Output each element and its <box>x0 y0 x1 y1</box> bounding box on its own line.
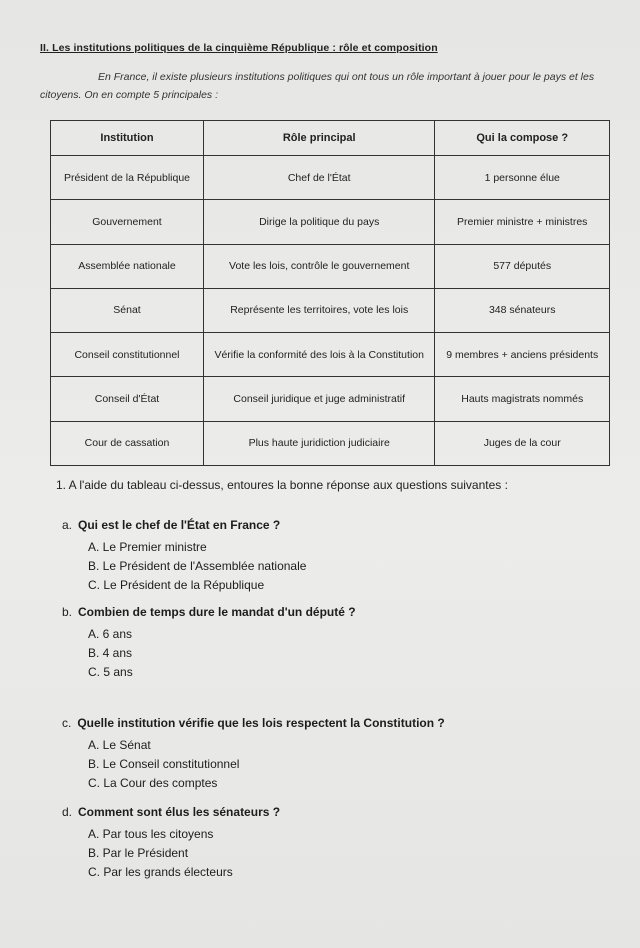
intro-paragraph: En France, il existe plusieurs institutions politiques qui ont tous un rôle important à jouer pour le pays et les citoyens. On en compte 5 principales : <box>40 71 595 101</box>
question-text <box>62 518 306 532</box>
cell-institution: Sénat <box>51 288 204 332</box>
cell-composition: 577 députés <box>435 244 610 288</box>
question-letter: c. <box>62 716 72 730</box>
cell-role: Dirige la politique du pays <box>203 200 434 244</box>
table-row <box>51 377 610 421</box>
cell-composition: 1 personne élue <box>435 156 610 200</box>
question-prompt: Quelle institution vérifie que les lois respectent la Constitution ? <box>77 716 445 730</box>
question-d <box>62 805 280 882</box>
question-text <box>62 716 445 730</box>
cell-composition: Hauts magistrats nommés <box>435 377 610 421</box>
cell-institution: Assemblée nationale <box>51 244 204 288</box>
cell-institution: Conseil d'État <box>51 377 204 421</box>
cell-institution: Président de la République <box>51 156 204 200</box>
answer-option[interactable]: C. 5 ans <box>88 665 133 679</box>
question-b <box>62 605 356 682</box>
table-row <box>51 333 610 377</box>
answer-option[interactable]: B. Le Conseil constitutionnel <box>88 757 240 771</box>
question-prompt: Qui est le chef de l'État en France ? <box>78 518 281 532</box>
header-institution: Institution <box>51 121 204 156</box>
header-composition: Qui la compose ? <box>435 121 610 156</box>
answer-option[interactable]: C. Le Président de la République <box>88 578 265 592</box>
question-text <box>62 805 280 819</box>
cell-composition: Premier ministre + ministres <box>435 200 610 244</box>
question-c <box>62 716 445 793</box>
answer-option[interactable]: B. Par le Président <box>88 846 189 860</box>
answer-option[interactable]: C. La Cour des comptes <box>88 776 218 790</box>
cell-role: Plus haute juridiction judiciaire <box>203 421 434 465</box>
answer-option[interactable]: A. Le Premier ministre <box>88 540 207 554</box>
answer-option[interactable]: A. Par tous les citoyens <box>88 827 214 841</box>
answer-option[interactable]: B. 4 ans <box>88 646 133 660</box>
question-letter: a. <box>62 518 73 532</box>
table-header-row <box>51 121 610 156</box>
cell-role: Chef de l'État <box>203 156 434 200</box>
answer-option[interactable]: C. Par les grands électeurs <box>88 865 233 879</box>
question-prompt: Comment sont élus les sénateurs ? <box>78 805 281 819</box>
answer-option[interactable]: A. Le Sénat <box>88 738 151 752</box>
institutions-table <box>50 120 610 466</box>
table-row <box>51 421 610 465</box>
cell-role: Représente les territoires, vote les lois <box>203 288 434 332</box>
cell-composition: 348 sénateurs <box>435 288 610 332</box>
cell-role: Vérifie la conformité des lois à la Constitution <box>203 333 434 377</box>
cell-composition: 9 membres + anciens présidents <box>435 333 610 377</box>
section-title: II. Les institutions politiques de la cinquième République : rôle et composition <box>40 42 438 54</box>
cell-institution: Gouvernement <box>51 200 204 244</box>
answer-option[interactable]: B. Le Président de l'Assemblée nationale <box>88 559 307 573</box>
question-a <box>62 518 306 595</box>
header-role: Rôle principal <box>203 121 434 156</box>
table-row <box>51 156 610 200</box>
table-row <box>51 200 610 244</box>
question-prompt: Combien de temps dure le mandat d'un député ? <box>78 605 356 619</box>
answer-option[interactable]: A. 6 ans <box>88 627 133 641</box>
question-text <box>62 605 356 619</box>
cell-composition: Juges de la cour <box>435 421 610 465</box>
cell-role: Conseil juridique et juge administratif <box>203 377 434 421</box>
cell-institution: Cour de cassation <box>51 421 204 465</box>
exercise-instruction: 1. A l'aide du tableau ci-dessus, entoures la bonne réponse aux questions suivantes : <box>56 478 508 492</box>
table-row <box>51 244 610 288</box>
cell-role: Vote les lois, contrôle le gouvernement <box>203 244 434 288</box>
question-letter: b. <box>62 605 73 619</box>
cell-institution: Conseil constitutionnel <box>51 333 204 377</box>
question-letter: d. <box>62 805 73 819</box>
table-row <box>51 288 610 332</box>
